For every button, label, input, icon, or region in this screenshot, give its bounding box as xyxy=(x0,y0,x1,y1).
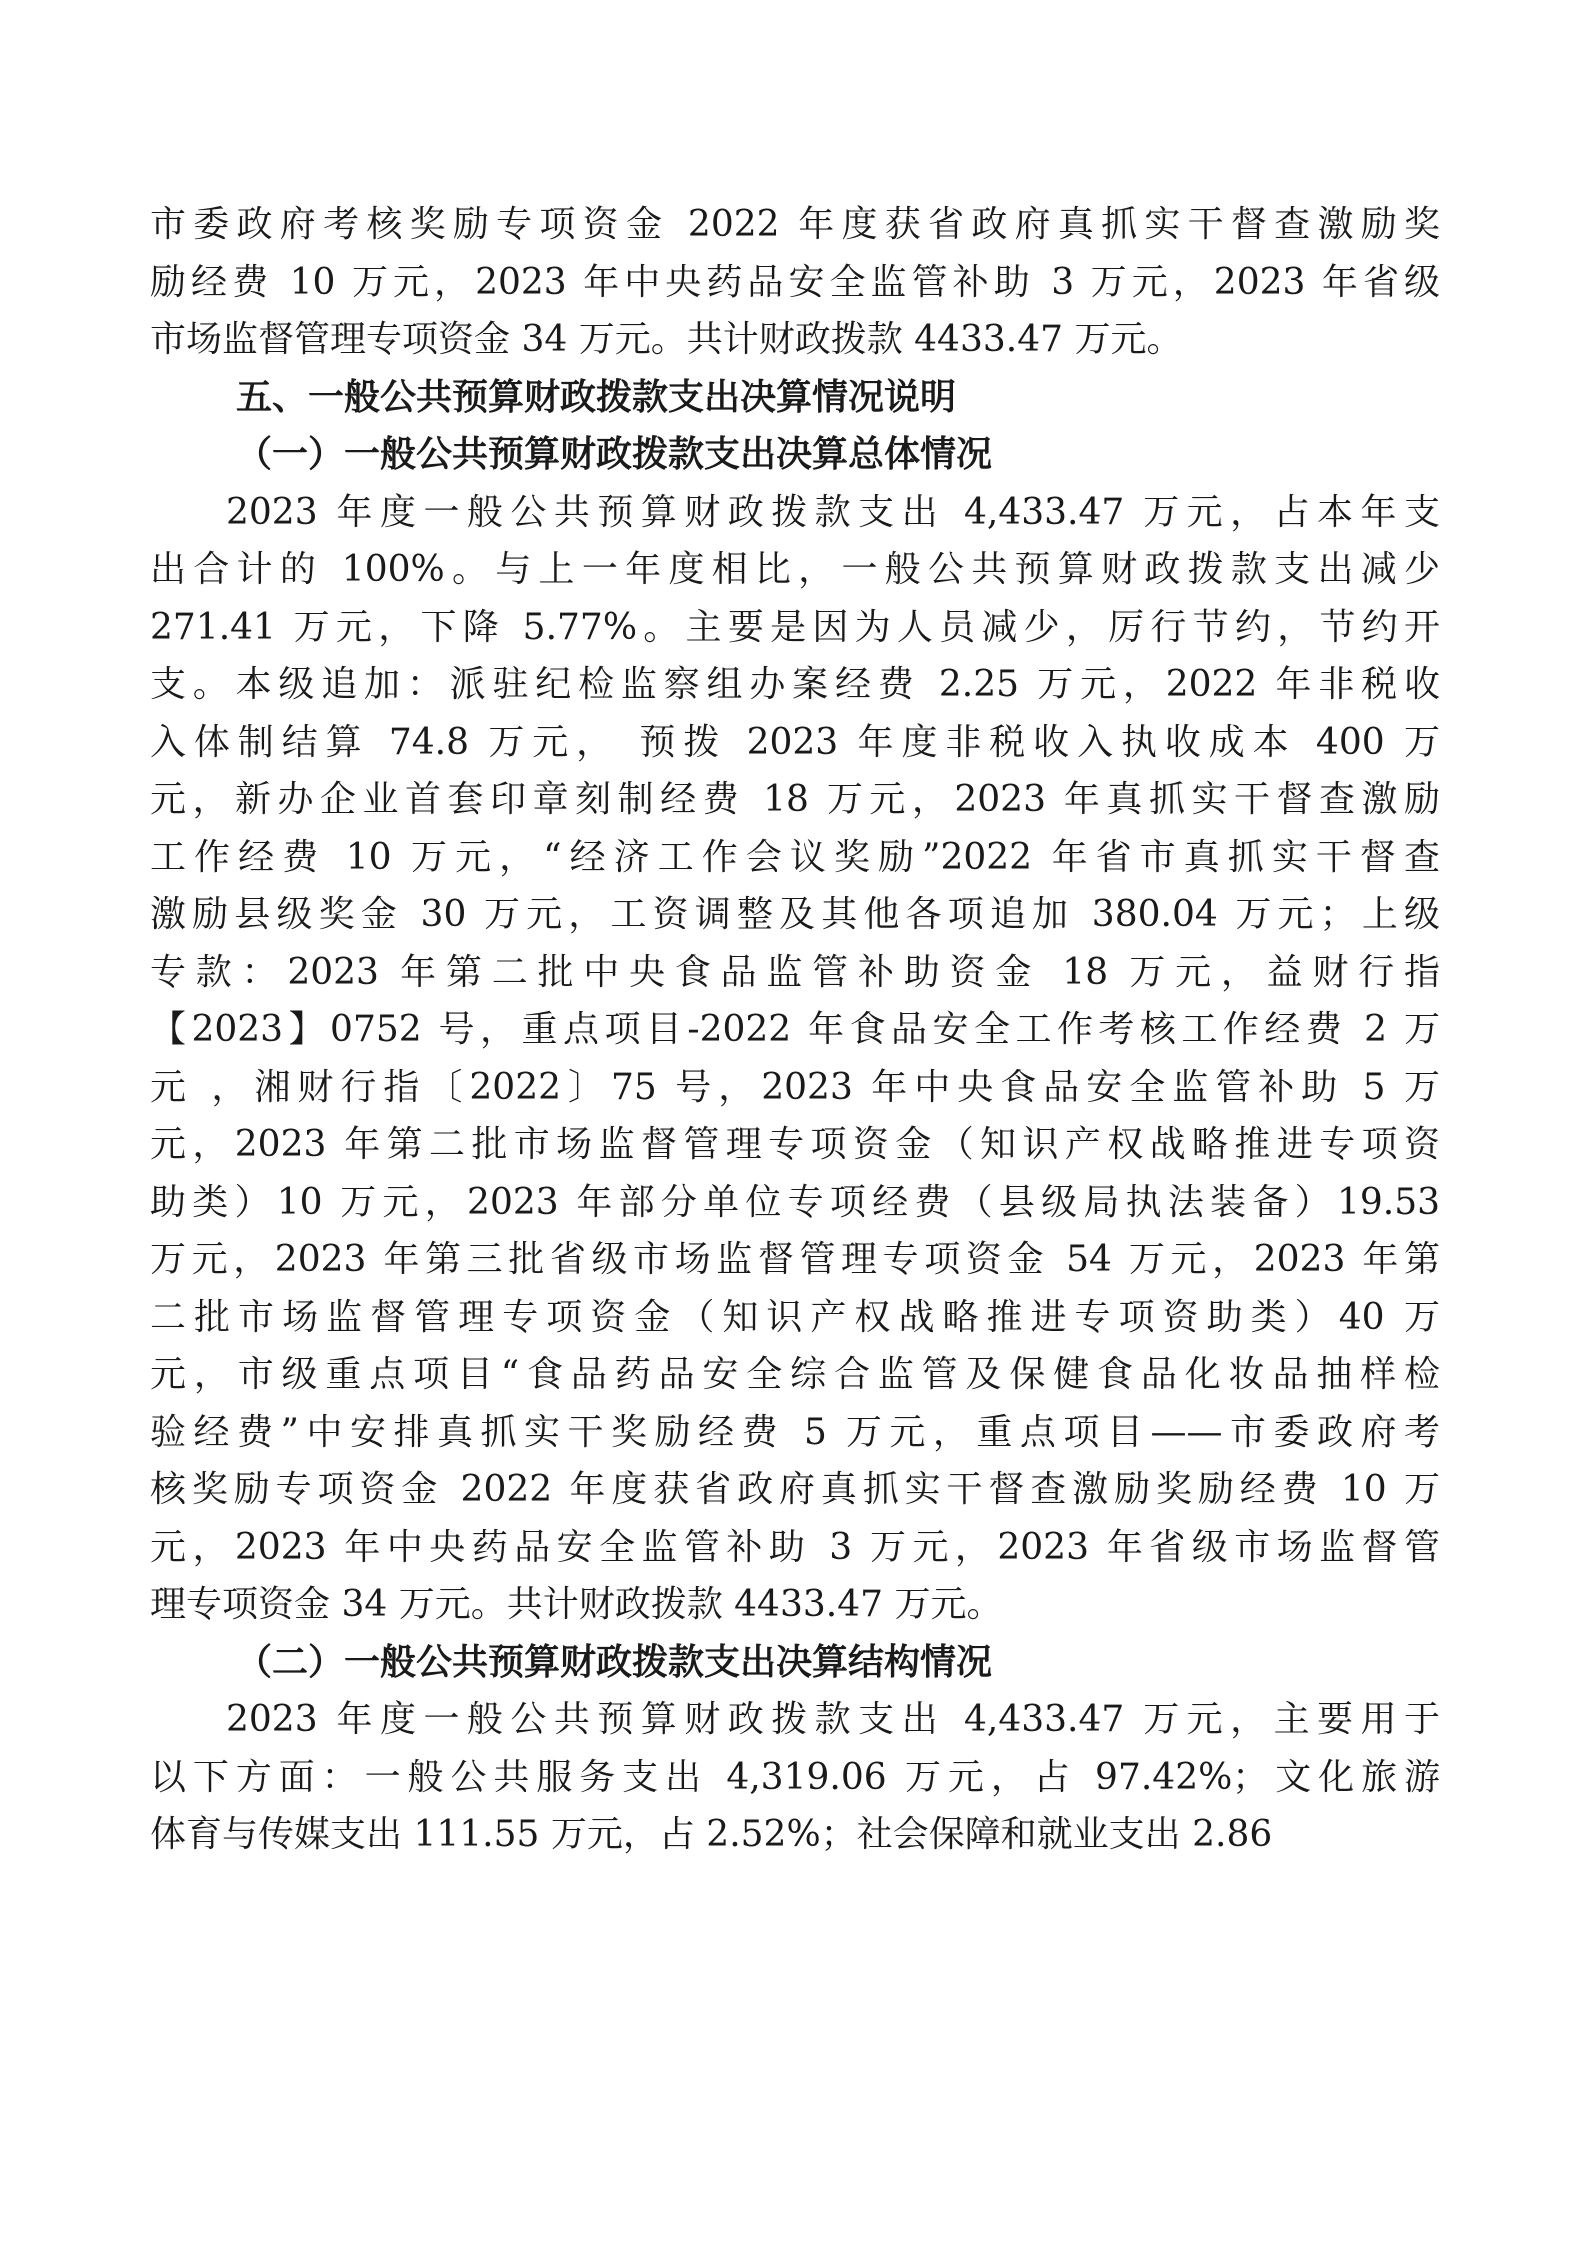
text-line: 2023 年度一般公共预算财政拨款支出 4,433.47 万元，主要用于 xyxy=(226,1699,1440,1740)
text-line: 工作经费 10 万元，“经济工作会议奖励”2022 年省市真抓实干督查 xyxy=(150,836,1440,878)
text-line: 以下方面：一般公共服务支出 4,319.06 万元，占 97.42%；文化旅游 xyxy=(150,1756,1440,1798)
text-line: 五、一般公共预算财政拨款支出决算情况说明 xyxy=(236,375,957,418)
text-line: 元，市级重点项目“食品药品安全综合监管及保健食品化妆品抽样检 xyxy=(150,1354,1440,1395)
section-heading xyxy=(150,426,1440,484)
text-line: 出合计的 100%。与上一年度相比，一般公共预算财政拨款支出减少 xyxy=(150,549,1440,590)
body-paragraph xyxy=(150,196,1440,369)
body-paragraph xyxy=(150,484,1440,1634)
document-body xyxy=(150,196,1440,1864)
text-line: 271.41 万元，下降 5.77%。主要是因为人员减少，厉行节约，节约开 xyxy=(150,606,1440,648)
text-line: 元，2023 年第二批市场监督管理专项资金（知识产权战略推进专项资 xyxy=(150,1124,1440,1165)
section-heading xyxy=(150,369,1440,427)
text-line: 万元，2023 年第三批省级市场监督管理专项资金 54 万元，2023 年第 xyxy=(150,1239,1440,1280)
text-line: 专款：2023 年第二批中央食品监管补助资金 18 万元，益财行指 xyxy=(150,951,1440,993)
text-line: 支。本级追加：派驻纪检监察组办案经费 2.25 万元，2022 年非税收 xyxy=(150,664,1440,705)
text-line: 激励县级奖金 30 万元，工资调整及其他各项追加 380.04 万元；上级 xyxy=(150,894,1440,935)
text-line: 助类）10 万元，2023 年部分单位专项经费（县级局执法装备）19.53 xyxy=(150,1181,1440,1223)
text-line: （二）一般公共预算财政拨款支出决算结构情况 xyxy=(236,1640,993,1683)
text-line: 体育与传媒支出 111.55 万元，占 2.52%；社会保障和就业支出 2.86 xyxy=(150,1814,1273,1855)
text-line: （一）一般公共预算财政拨款支出决算总体情况 xyxy=(236,433,993,475)
text-line: 元 ，湘财行指〔2022〕75 号，2023 年中央食品安全监管补助 5 万 xyxy=(150,1066,1440,1108)
text-line: 核奖励专项资金 2022 年度获省政府真抓实干督查激励奖励经费 10 万 xyxy=(150,1469,1440,1510)
text-line: 励经费 10 万元，2023 年中央药品安全监管补助 3 万元，2023 年省级 xyxy=(150,261,1440,303)
text-line: 验经费”中安排真抓实干奖励经费 5 万元，重点项目——市委政府考 xyxy=(150,1411,1440,1453)
body-paragraph xyxy=(150,1691,1440,1864)
text-line: 元，2023 年中央药品安全监管补助 3 万元，2023 年省级市场监督管 xyxy=(150,1526,1440,1568)
text-line: 二批市场监督管理专项资金（知识产权战略推进专项资助类）40 万 xyxy=(150,1296,1440,1338)
text-line: 【2023】0752 号，重点项目-2022 年食品安全工作考核工作经费 2 万 xyxy=(150,1009,1440,1050)
text-line: 元，新办企业首套印章刻制经费 18 万元，2023 年真抓实干督查激励 xyxy=(150,779,1440,820)
text-line: 市委政府考核奖励专项资金 2022 年度获省政府真抓实干督查激励奖 xyxy=(150,204,1440,245)
section-heading xyxy=(150,1634,1440,1692)
text-line: 市场监督管理专项资金 34 万元。共计财政拨款 4433.47 万元。 xyxy=(150,319,1183,360)
text-line: 2023 年度一般公共预算财政拨款支出 4,433.47 万元，占本年支 xyxy=(226,491,1440,533)
text-line: 入体制结算 74.8 万元， 预拨 2023 年度非税收入执收成本 400 万 xyxy=(150,721,1440,763)
text-line: 理专项资金 34 万元。共计财政拨款 4433.47 万元。 xyxy=(150,1584,1003,1625)
